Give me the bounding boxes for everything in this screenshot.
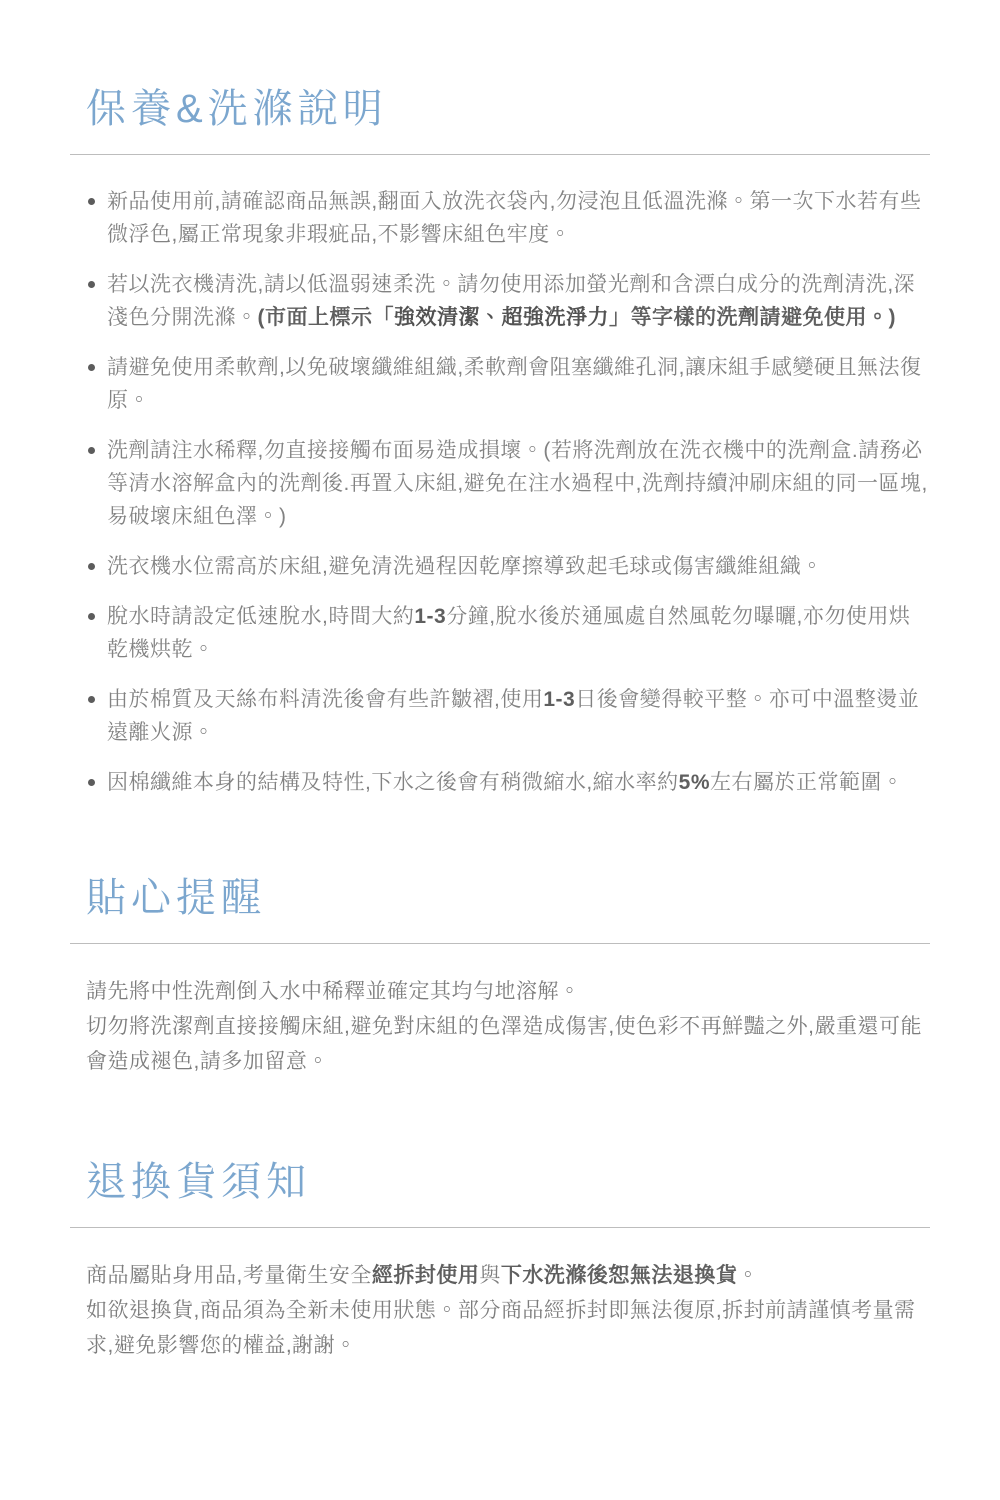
item-text: 洗衣機水位需高於床組,避免清洗過程因乾摩擦導致起毛球或傷害纖維組織。 [107,555,823,578]
reminder-section-divider [70,943,930,944]
care-section-divider [70,154,930,155]
bullet-icon [88,447,95,454]
item-text: 洗劑請注水稀釋,勿直接接觸布面易造成損壞。(若將洗劑放在洗衣機中的洗劑盒.請務必等清水溶解盒內的洗劑後.再置入床組,避免在注水過程中,洗劑持續沖刷床組的同一區塊, 易破壞床組色澤。) [107,439,928,528]
list-item [86,185,928,251]
reminder-section-title: 貼心提醒 [86,876,266,920]
returns-section-title: 退換貨須知 [86,1160,311,1204]
item-text: 因棉纖維本身的結構及特性,下水之後會有稍微縮水,縮水率約5%左右屬於正常範圍。 [107,771,904,794]
list-item [86,268,928,334]
returns-section [70,1079,930,1363]
returns-section-divider [70,1227,930,1228]
returns-paragraph [70,1258,930,1363]
care-bullet-list [70,185,930,799]
reminder-paragraph [70,974,930,1079]
paragraph-line [86,1258,930,1293]
item-text: 新品使用前,請確認商品無誤,翻面入放洗衣袋內,勿浸泡且低溫洗滌。第一次下水若有些微浮色,屬正常現象非瑕疵品,不影響床組色牢度。 [107,190,922,246]
bullet-icon [88,779,95,786]
list-item [86,683,928,749]
bullet-icon [88,281,95,288]
care-section-title: 保養&洗滌說明 [86,87,388,131]
care-section [70,0,930,799]
item-text: 如欲退換貨,商品須為全新未使用狀態。部分商品經拆封即無法復原,拆封前請謹慎考量需求,避免影響您的權益,謝謝。 [86,1299,916,1357]
list-item [86,600,928,666]
bullet-icon [88,364,95,371]
list-item [86,550,928,583]
bullet-icon [88,696,95,703]
reminder-section [70,799,930,1079]
item-text: 由於棉質及天絲布料清洗後會有些許皺褶,使用1-3日後會變得較平整。亦可中溫整燙並遠離火源。 [107,688,920,744]
item-text: 脫水時請設定低速脫水,時間大約1-3分鐘,脫水後於通風處自然風乾勿曝曬,亦勿使用烘乾機烘乾。 [107,605,911,661]
item-text: 請先將中性洗劑倒入水中稀釋並確定其均勻地溶解。 [86,980,581,1003]
list-item [86,351,928,417]
list-item [86,766,928,799]
bullet-icon [88,563,95,570]
item-text: 商品屬貼身用品,考量衛生安全經拆封使用與下水洗滌後恕無法退換貨。 [86,1264,759,1287]
paragraph-line [86,1293,930,1363]
list-item [86,434,928,533]
item-text: 切勿將洗潔劑直接接觸床組,避免對床組的色澤造成傷害,使色彩不再鮮豔之外,嚴重還可能會造成褪色,請多加留意。 [86,1015,922,1073]
bullet-icon [88,613,95,620]
bullet-icon [88,198,95,205]
paragraph-line [86,974,930,1009]
item-text: 若以洗衣機清洗,請以低溫弱速柔洗。請勿使用添加螢光劑和含漂白成分的洗劑清洗,深淺色分開洗滌。(市面上標示「強效清潔、超強洗淨力」等字樣的洗劑請避免使用。) [107,273,916,329]
item-text: 請避免使用柔軟劑,以免破壞纖維組織,柔軟劑會阻塞纖維孔洞,讓床組手感變硬且無法復原。 [107,356,922,412]
paragraph-line [86,1009,930,1079]
